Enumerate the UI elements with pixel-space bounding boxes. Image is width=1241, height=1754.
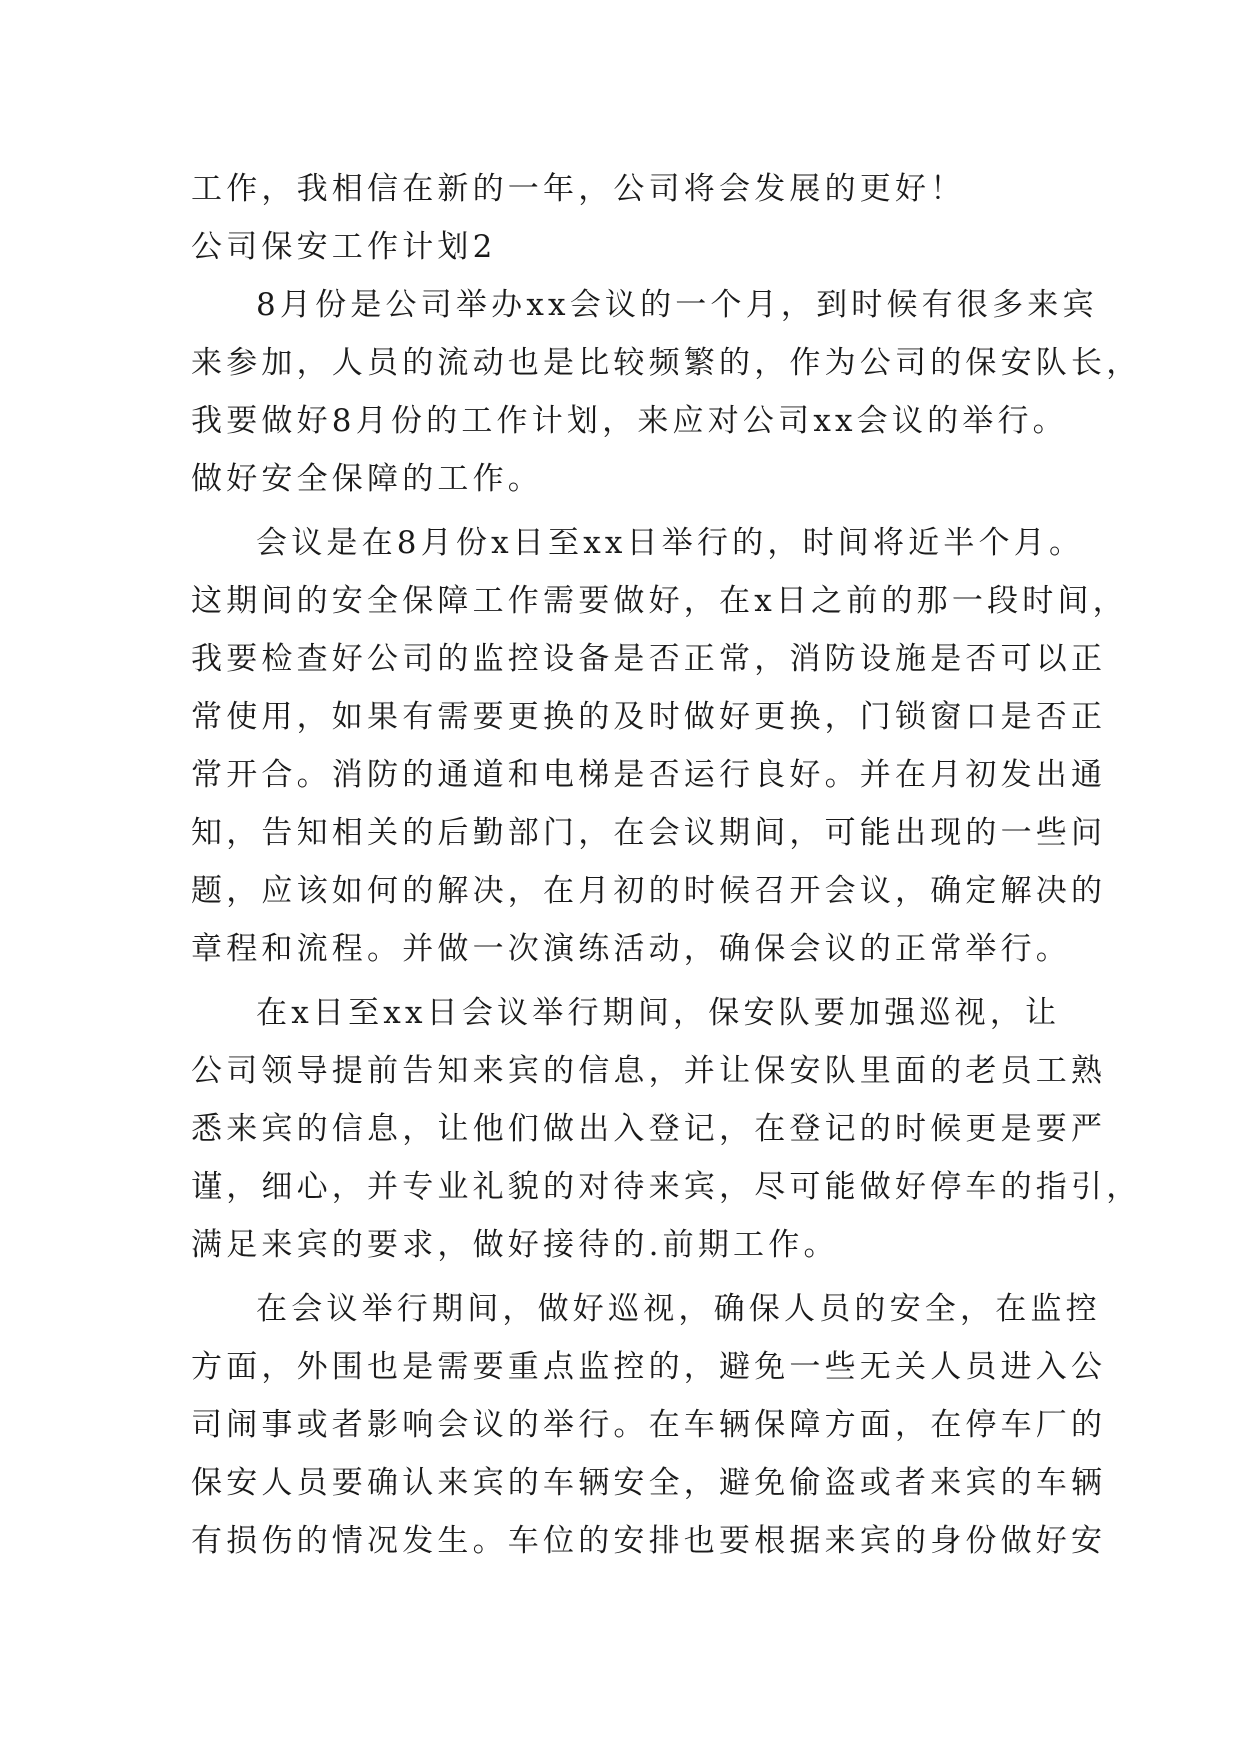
paragraph-line: 保安人员要确认来宾的车辆安全，避免偷盗或者来宾的车辆 xyxy=(191,1465,1107,1501)
paragraph-line: 章程和流程。并做一次演练活动，确保会议的正常举行。 xyxy=(191,931,1071,967)
paragraph-line: 谨，细心，并专业礼貌的对待来宾，尽可能做好停车的指引， xyxy=(191,1169,1142,1205)
paragraph-line: 常开合。消防的通道和电梯是否运行良好。并在月初发出通 xyxy=(191,757,1107,793)
paragraph-line: 题，应该如何的解决，在月初的时候召开会议，确定解决的 xyxy=(191,873,1107,909)
paragraph-line: 司闹事或者影响会议的举行。在车辆保障方面，在停车厂的 xyxy=(191,1407,1107,1443)
paragraph-line: 来参加，人员的流动也是比较频繁的，作为公司的保安队长， xyxy=(191,345,1142,381)
section-heading: 公司保安工作计划2 xyxy=(191,229,497,265)
paragraph-line: 我要检查好公司的监控设备是否正常，消防设施是否可以正 xyxy=(191,641,1107,677)
paragraph-line: 公司领导提前告知来宾的信息，并让保安队里面的老员工熟 xyxy=(191,1053,1107,1089)
document-body xyxy=(191,160,1142,1570)
paragraph-line: 知，告知相关的后勤部门，在会议期间，可能出现的一些问 xyxy=(191,815,1107,851)
paragraph-line: 满足来宾的要求，做好接待的.前期工作。 xyxy=(191,1227,839,1263)
paragraph-line: 会议是在8月份x日至xx日举行的，时间将近半个月。 xyxy=(256,525,1085,561)
paragraph-line: 在会议举行期间，做好巡视，确保人员的安全，在监控 xyxy=(256,1291,1101,1327)
paragraph-line: 做好安全保障的工作。 xyxy=(191,461,543,497)
paragraph-line: 8月份是公司举办xx会议的一个月，到时候有很多来宾 xyxy=(256,287,1098,323)
lead-line: 工作，我相信在新的一年，公司将会发展的更好！ xyxy=(191,171,966,207)
paragraph-line: 这期间的安全保障工作需要做好，在x日之前的那一段时间， xyxy=(191,583,1128,619)
paragraph-2 xyxy=(191,514,1128,978)
paragraph-line: 在x日至xx日会议举行期间，保安队要加强巡视，让 xyxy=(256,995,1061,1031)
paragraph-line: 方面，外围也是需要重点监控的，避免一些无关人员进入公 xyxy=(191,1349,1107,1385)
paragraph-3 xyxy=(191,984,1142,1274)
paragraph-line: 有损伤的情况发生。车位的安排也要根据来宾的身份做好安 xyxy=(191,1523,1107,1559)
paragraph-line: 常使用，如果有需要更换的及时做好更换，门锁窗口是否正 xyxy=(191,699,1107,735)
paragraph-4 xyxy=(191,1280,1107,1570)
paragraph-line: 悉来宾的信息，让他们做出入登记，在登记的时候更是要严 xyxy=(191,1111,1107,1147)
paragraph-1 xyxy=(191,276,1142,508)
paragraph-line: 我要做好8月份的工作计划，来应对公司xx会议的举行。 xyxy=(191,403,1068,439)
